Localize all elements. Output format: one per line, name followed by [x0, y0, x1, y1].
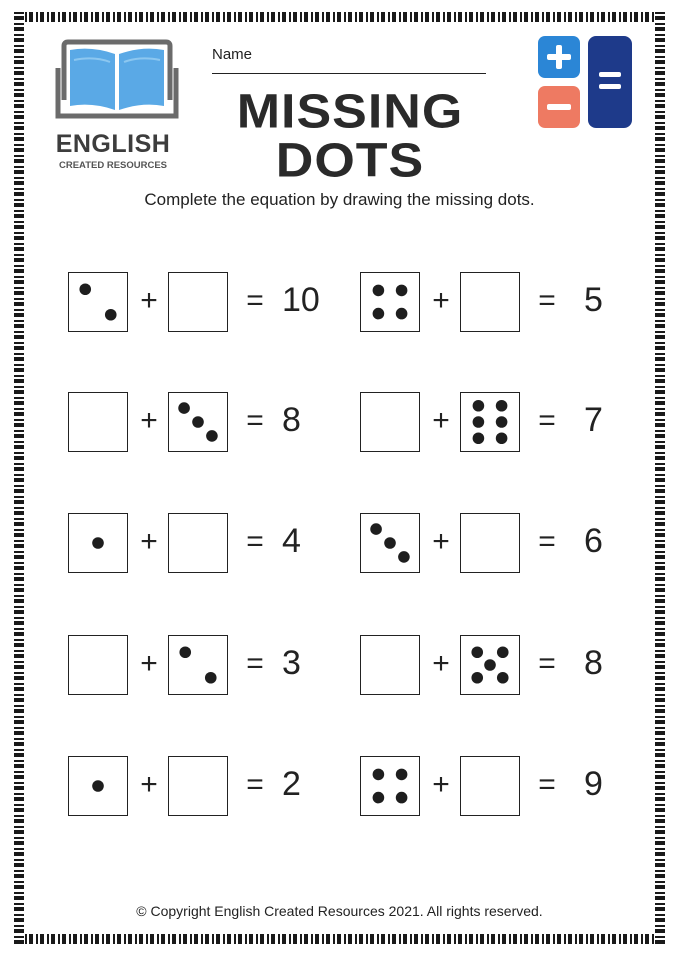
dot — [497, 672, 509, 684]
equals-sign: = — [246, 404, 264, 437]
equals-sign: = — [246, 768, 264, 801]
dice-dots-icon — [169, 393, 227, 451]
dice-box-right — [168, 635, 228, 695]
dice-dots-icon — [461, 636, 519, 694]
plus-sign: + — [432, 647, 450, 680]
plus-sign: + — [432, 525, 450, 558]
plus-sign: + — [432, 284, 450, 317]
dot — [373, 769, 385, 781]
dot — [473, 400, 485, 412]
name-line[interactable] — [212, 73, 486, 74]
plus-sign: + — [432, 768, 450, 801]
math-operators-icon — [536, 34, 636, 134]
equation-result: 10 — [282, 281, 320, 319]
empty-answer-box-right[interactable] — [168, 513, 228, 573]
dot — [471, 646, 483, 658]
plus-sign: + — [432, 404, 450, 437]
dice-box-right — [460, 635, 520, 695]
dot — [384, 537, 396, 549]
equation-result: 9 — [584, 765, 603, 803]
dot — [206, 430, 218, 442]
empty-answer-box-left[interactable] — [68, 635, 128, 695]
empty-answer-box-right[interactable] — [460, 272, 520, 332]
dot — [179, 646, 191, 658]
equals-sign: = — [538, 525, 556, 558]
instructions: Complete the equation by drawing the missing dots. — [144, 190, 535, 209]
equation-result: 7 — [584, 401, 603, 439]
empty-answer-box-right[interactable] — [168, 756, 228, 816]
logo-wordmark: ENGLISH — [55, 130, 171, 158]
dot — [496, 416, 508, 428]
dot — [105, 309, 117, 321]
dot — [373, 285, 385, 297]
dice-box-left — [68, 756, 128, 816]
dot — [79, 283, 91, 295]
empty-answer-box-left[interactable] — [68, 392, 128, 452]
dice-dots-icon — [69, 514, 127, 572]
equals-sign: = — [246, 284, 264, 317]
page-border-right — [655, 12, 665, 944]
dot — [178, 402, 190, 414]
dot — [370, 523, 382, 535]
page-border-bottom — [14, 934, 665, 944]
dot — [398, 551, 410, 563]
plus-sign: + — [140, 404, 158, 437]
dice-dots-icon — [461, 393, 519, 451]
plus-sign: + — [140, 525, 158, 558]
dice-dots-icon — [361, 273, 419, 331]
dice-dots-icon — [69, 757, 127, 815]
dice-box-left — [360, 756, 420, 816]
dot — [484, 659, 496, 671]
dot — [496, 432, 508, 444]
dot — [496, 400, 508, 412]
dot — [192, 416, 204, 428]
empty-answer-box-right[interactable] — [460, 513, 520, 573]
equation-result: 4 — [282, 522, 301, 560]
dice-box-right — [460, 392, 520, 452]
equation-result: 8 — [584, 644, 603, 682]
empty-answer-box-left[interactable] — [360, 392, 420, 452]
logo-subtitle: CREATED RESOURCES — [58, 160, 168, 171]
dice-box-left — [360, 272, 420, 332]
dot — [373, 308, 385, 320]
dot — [396, 285, 408, 297]
dice-dots-icon — [69, 273, 127, 331]
page-title-line2: DOTS — [275, 134, 425, 188]
equals-sign: = — [538, 284, 556, 317]
plus-sign: + — [140, 768, 158, 801]
empty-answer-box-left[interactable] — [360, 635, 420, 695]
equation-result: 2 — [282, 765, 301, 803]
equals-sign: = — [538, 768, 556, 801]
dot — [92, 780, 104, 792]
equals-sign: = — [538, 404, 556, 437]
dice-dots-icon — [361, 757, 419, 815]
page-border-left — [14, 12, 24, 944]
dot — [471, 672, 483, 684]
dice-dots-icon — [361, 514, 419, 572]
empty-answer-box-right[interactable] — [460, 756, 520, 816]
dot — [396, 792, 408, 804]
dot — [396, 308, 408, 320]
dice-dots-icon — [169, 636, 227, 694]
plus-sign: + — [140, 284, 158, 317]
name-label: Name — [212, 46, 253, 63]
dot — [205, 672, 217, 684]
empty-answer-box-right[interactable] — [168, 272, 228, 332]
dice-box-right — [168, 392, 228, 452]
equals-sign: = — [246, 525, 264, 558]
equation-result: 3 — [282, 644, 301, 682]
equation-result: 6 — [584, 522, 603, 560]
copyright-footer: © Copyright English Created Resources 2021. All rights reserved. — [136, 903, 543, 919]
dice-box-left — [68, 513, 128, 573]
dot — [373, 792, 385, 804]
equation-result: 8 — [282, 401, 301, 439]
page-border-top — [14, 12, 665, 22]
page-title-line1: MISSING — [236, 85, 464, 139]
equals-sign: = — [246, 647, 264, 680]
dice-box-left — [68, 272, 128, 332]
dot — [473, 416, 485, 428]
equals-sign: = — [538, 647, 556, 680]
dot — [396, 769, 408, 781]
dot — [497, 646, 509, 658]
dot — [473, 432, 485, 444]
dot — [92, 537, 104, 549]
dice-box-left — [360, 513, 420, 573]
equation-result: 5 — [584, 281, 603, 319]
plus-sign: + — [140, 647, 158, 680]
